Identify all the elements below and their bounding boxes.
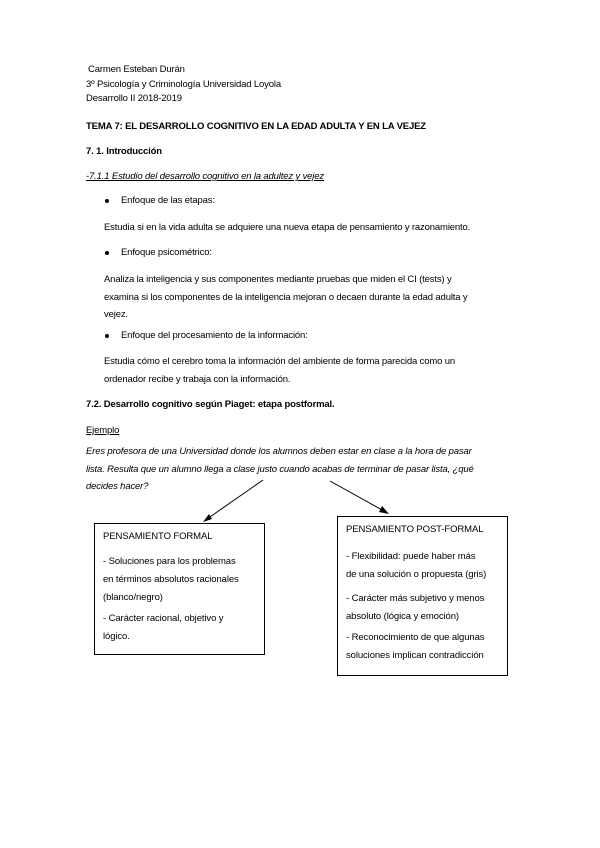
- subject-info: Desarrollo II 2018-2019: [86, 93, 182, 104]
- arrow-to-formal: [207, 480, 263, 519]
- section-1-heading: 7. 1. Introducción: [86, 146, 162, 157]
- formal-thinking-box: [94, 523, 265, 655]
- point-line: absoluto (lógica y emoción): [346, 611, 459, 622]
- approach-stages-label: Enfoque de las etapas:: [121, 195, 215, 206]
- point-line: - Reconocimiento de que algunas: [346, 632, 485, 643]
- example-label: Ejemplo: [86, 425, 120, 436]
- course-info: 3º Psicología y Criminología Universidad Loyola: [86, 79, 281, 90]
- point-line: - Soluciones para los problemas: [103, 556, 236, 567]
- point-line: de una solución o propuesta (gris): [346, 569, 487, 580]
- postformal-point-recognition: [346, 629, 484, 665]
- description-line: Estudia cómo el cerebro toma la información del ambiente de forma parecida como un: [104, 356, 456, 367]
- approach-information-processing-label: Enfoque del procesamiento de la información:: [121, 330, 308, 341]
- formal-thinking-title: PENSAMIENTO FORMAL: [103, 531, 213, 542]
- point-line: lógico.: [103, 631, 130, 642]
- postformal-point-character: [346, 590, 484, 626]
- point-line: - Flexibilidad: puede haber más: [346, 551, 476, 562]
- example-line: lista. Resulta que un alumno llega a clase justo cuando acabas de terminar de pasar lista, ¿qué: [86, 463, 474, 475]
- arrowhead-icon: [379, 506, 389, 514]
- point-line: en términos absolutos racionales: [103, 574, 239, 585]
- example-line: Eres profesora de una Universidad donde los alumnos deben estar en clase a la hora de pasar: [86, 446, 472, 457]
- example-line: decides hacer?: [86, 481, 149, 492]
- point-line: - Carácter más subjetivo y menos: [346, 593, 485, 604]
- section-1-subheading: -7.1.1 Estudio del desarrollo cognitivo en la adultez y vejez: [86, 171, 324, 182]
- description-line: ordenador recibe y trabaja con la información.: [104, 373, 291, 385]
- section-2-heading: 7.2. Desarrollo cognitivo según Piaget: etapa postformal.: [86, 399, 335, 410]
- formal-point-character: [103, 610, 223, 646]
- approach-psychometric-label: Enfoque psicométrico:: [121, 247, 212, 258]
- arrowhead-icon: [203, 514, 212, 522]
- description-line: examina si los componentes de la inteligencia mejoran o decaen durante la edad adulta y: [104, 291, 468, 303]
- postformal-thinking-box: [337, 516, 508, 676]
- description-line: Estudia si en la vida adulta se adquiere una nueva etapa de pensamiento y razonamiento.: [104, 222, 471, 233]
- arrow-to-postformal: [330, 481, 384, 511]
- postformal-thinking-title: PENSAMIENTO POST-FORMAL: [346, 524, 484, 535]
- author-name: Carmen Esteban Durán: [88, 64, 185, 75]
- topic-title: TEMA 7: EL DESARROLLO COGNITIVO EN LA EDAD ADULTA Y EN LA VEJEZ: [86, 121, 426, 132]
- point-line: soluciones implican contradicción: [346, 650, 484, 661]
- formal-point-solutions: [103, 553, 239, 607]
- description-line: vejez.: [104, 309, 128, 320]
- postformal-point-flexibility: [346, 548, 486, 584]
- point-line: - Carácter racional, objetivo y: [103, 613, 224, 624]
- description-line: Analiza la inteligencia y sus componentes mediante pruebas que miden el CI (tests) y: [104, 274, 452, 285]
- point-line: (blanco/negro): [103, 592, 163, 603]
